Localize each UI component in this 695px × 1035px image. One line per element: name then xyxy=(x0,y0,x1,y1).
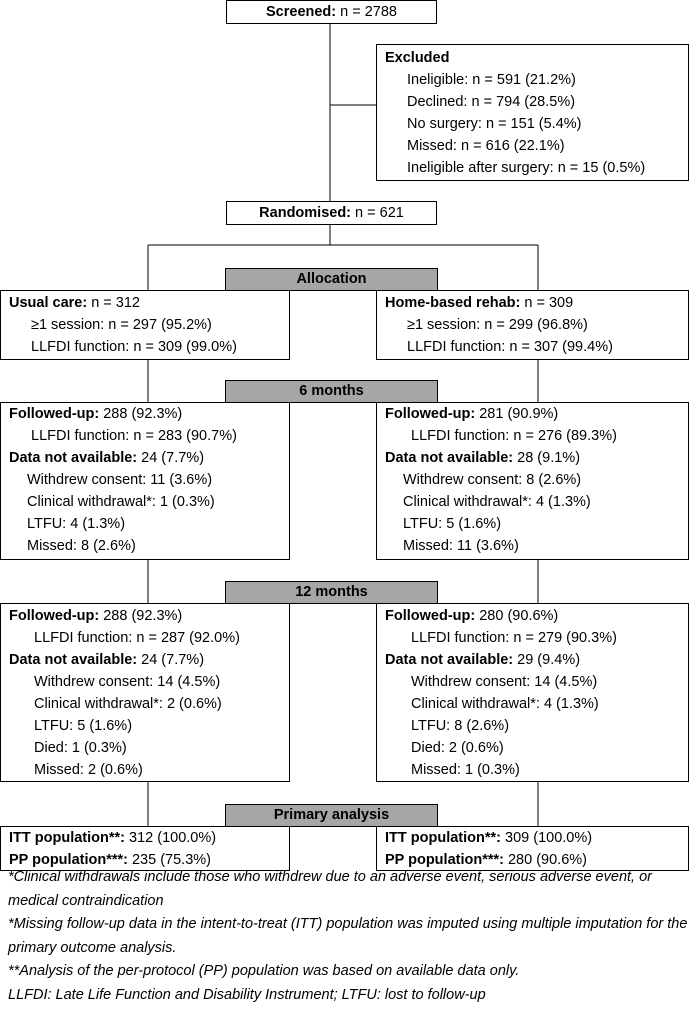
screened-box xyxy=(226,0,437,24)
followed-up-label: Followed-up: xyxy=(9,406,100,422)
na-item: LTFU: 8 (2.6%) xyxy=(411,718,510,734)
pp-label: PP population***: xyxy=(385,852,504,868)
na-item: Withdrew consent: 8 (2.6%) xyxy=(403,472,582,488)
na-item: Clinical withdrawal*: 2 (0.6%) xyxy=(34,696,222,712)
excluded-item: Declined: n = 794 (28.5%) xyxy=(407,94,576,110)
allocation-line: ≥1 session: n = 299 (96.8%) xyxy=(407,317,588,333)
footnote: *Clinical withdrawals include those who withdrew due to an adverse event, serious adverse event, or medical contraindication xyxy=(8,869,652,909)
pp-label: PP population***: xyxy=(9,852,128,868)
stage-allocation: Allocation xyxy=(225,268,438,291)
six-months-usual-care-box xyxy=(0,402,290,560)
footnote: *Missing follow-up data in the intent-to-treat (ITT) population was imputed using multiple imputation for the primary outcome analysis. xyxy=(8,916,688,956)
data-not-available-label: Data not available: xyxy=(9,450,138,466)
excluded-title: Excluded xyxy=(385,50,450,66)
screened-value: n = 2788 xyxy=(336,4,397,20)
stage-12-months: 12 months xyxy=(225,581,438,604)
randomised-label: Randomised: xyxy=(259,205,352,221)
na-item: Withdrew consent: 11 (3.6%) xyxy=(27,472,213,488)
followed-up-value: 288 (92.3%) xyxy=(99,406,183,422)
na-item: LTFU: 4 (1.3%) xyxy=(27,516,126,532)
llfdi-line: LLFDI function: n = 276 (89.3%) xyxy=(411,428,617,444)
data-not-available-label: Data not available: xyxy=(385,450,514,466)
data-not-available-value: 29 (9.4%) xyxy=(513,652,581,668)
allocation-line: LLFDI function: n = 307 (99.4%) xyxy=(407,339,613,355)
stage-primary-analysis: Primary analysis xyxy=(225,804,438,827)
randomised-box xyxy=(226,201,437,225)
followed-up-label: Followed-up: xyxy=(385,406,476,422)
screened-label: Screened: xyxy=(266,4,337,20)
na-item: Withdrew consent: 14 (4.5%) xyxy=(411,674,598,690)
primary-usual-care-box xyxy=(0,826,290,871)
itt-label: ITT population**: xyxy=(9,830,125,846)
followed-up-label: Followed-up: xyxy=(385,608,476,624)
itt-value: 309 (100.0%) xyxy=(500,830,593,846)
llfdi-line: LLFDI function: n = 283 (90.7%) xyxy=(31,428,237,444)
allocation-line: LLFDI function: n = 309 (99.0%) xyxy=(31,339,237,355)
twelve-months-home-rehab-box xyxy=(376,603,689,782)
data-not-available-label: Data not available: xyxy=(9,652,138,668)
excluded-item: Missed: n = 616 (22.1%) xyxy=(407,138,565,154)
na-item: Clinical withdrawal*: 4 (1.3%) xyxy=(403,494,591,510)
na-item: Died: 2 (0.6%) xyxy=(411,740,504,756)
itt-value: 312 (100.0%) xyxy=(124,830,217,846)
usual-care-label: Usual care: xyxy=(9,295,88,311)
na-item: Missed: 11 (3.6%) xyxy=(403,538,519,554)
llfdi-line: LLFDI function: n = 287 (92.0%) xyxy=(34,630,240,646)
footnote: **Analysis of the per-protocol (PP) population was based on available data only. xyxy=(8,963,520,979)
na-item: Withdrew consent: 14 (4.5%) xyxy=(34,674,221,690)
allocation-line: ≥1 session: n = 297 (95.2%) xyxy=(31,317,212,333)
followed-up-value: 280 (90.6%) xyxy=(475,608,559,624)
followed-up-label: Followed-up: xyxy=(9,608,100,624)
na-item: Missed: 2 (0.6%) xyxy=(34,762,143,778)
excluded-box xyxy=(376,44,689,181)
footnotes xyxy=(8,866,693,1007)
usual-care-value: n = 312 xyxy=(87,295,140,311)
data-not-available-value: 24 (7.7%) xyxy=(137,450,205,466)
excluded-item: Ineligible: n = 591 (21.2%) xyxy=(407,72,576,88)
pp-value: 280 (90.6%) xyxy=(503,852,587,868)
na-item: LTFU: 5 (1.6%) xyxy=(34,718,133,734)
na-item: LTFU: 5 (1.6%) xyxy=(403,516,502,532)
na-item: Clinical withdrawal*: 1 (0.3%) xyxy=(27,494,215,510)
excluded-item: No surgery: n = 151 (5.4%) xyxy=(407,116,582,132)
randomised-value: n = 621 xyxy=(351,205,404,221)
pp-value: 235 (75.3%) xyxy=(127,852,211,868)
followed-up-value: 281 (90.9%) xyxy=(475,406,559,422)
six-months-home-rehab-box xyxy=(376,402,689,560)
allocation-usual-care-box xyxy=(0,290,290,360)
excluded-item: Ineligible after surgery: n = 15 (0.5%) xyxy=(407,160,646,176)
llfdi-line: LLFDI function: n = 279 (90.3%) xyxy=(411,630,617,646)
stage-6-months: 6 months xyxy=(225,380,438,403)
data-not-available-label: Data not available: xyxy=(385,652,514,668)
footnote: LLFDI: Late Life Function and Disability Instrument; LTFU: lost to follow-up xyxy=(8,986,486,1003)
na-item: Missed: 1 (0.3%) xyxy=(411,762,520,778)
home-rehab-label: Home-based rehab: xyxy=(385,295,521,311)
allocation-home-rehab-box xyxy=(376,290,689,360)
data-not-available-value: 28 (9.1%) xyxy=(513,450,581,466)
home-rehab-value: n = 309 xyxy=(520,295,574,311)
na-item: Clinical withdrawal*: 4 (1.3%) xyxy=(411,696,599,712)
twelve-months-usual-care-box xyxy=(0,603,290,782)
na-item: Died: 1 (0.3%) xyxy=(34,740,127,756)
na-item: Missed: 8 (2.6%) xyxy=(27,538,136,554)
itt-label: ITT population**: xyxy=(385,830,501,846)
followed-up-value: 288 (92.3%) xyxy=(99,608,183,624)
data-not-available-value: 24 (7.7%) xyxy=(137,652,205,668)
primary-home-rehab-box xyxy=(376,826,689,871)
